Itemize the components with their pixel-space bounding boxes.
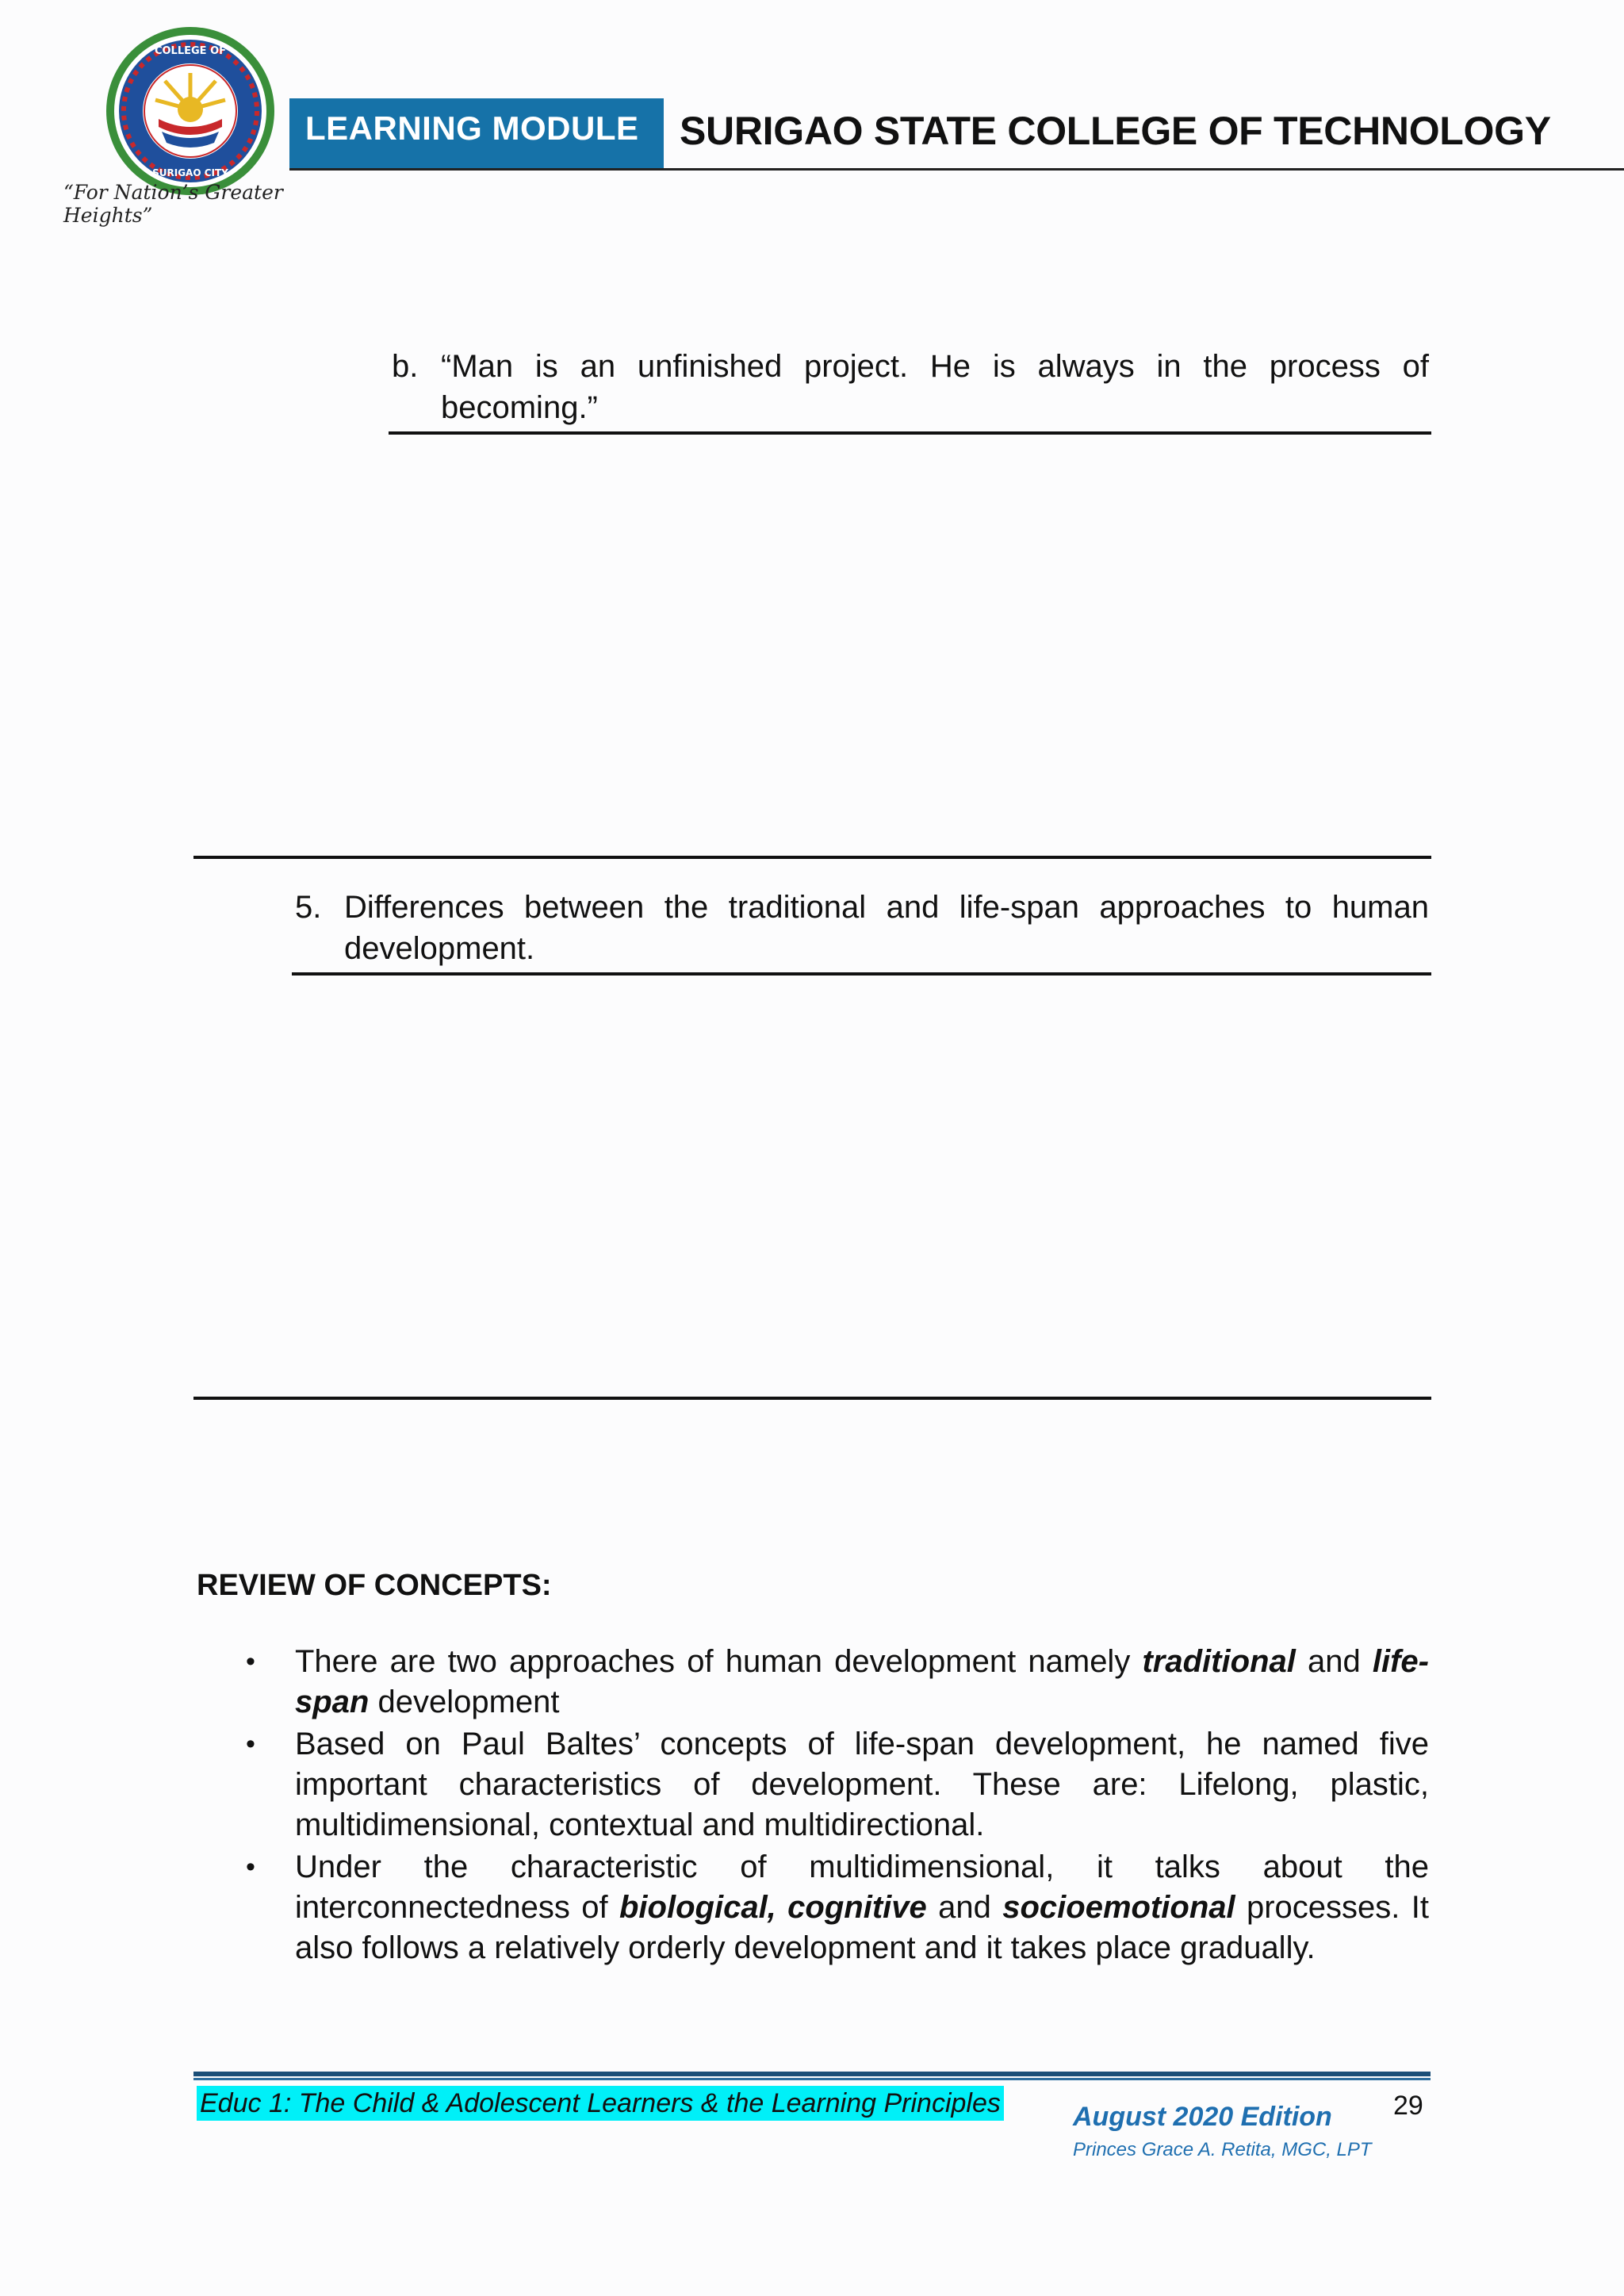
learning-module-label: [289, 98, 664, 168]
footer-course-title: Educ 1: The Child & Adolescent Learners & the Learning Principles: [197, 2086, 1004, 2121]
bullet-text: and: [1295, 1644, 1373, 1679]
review-bullet-item: [246, 1724, 1429, 1846]
review-bullet-item: [246, 1642, 1429, 1723]
question-b-underline: [389, 431, 1431, 435]
question-text: Differences between the traditional and life-span approaches to human development.: [344, 890, 1429, 966]
college-name: SURIGAO STATE COLLEGE OF TECHNOLOGY: [680, 109, 1551, 153]
footer-author: Princes Grace A. Retita, MGC, LPT: [1073, 2139, 1372, 2160]
bullet-text: and: [926, 1890, 1003, 1925]
review-bullet-item: [246, 1847, 1429, 1968]
answer-b-bottom-rule: [193, 856, 1431, 859]
emphasized-term: socioemotional: [1002, 1890, 1235, 1925]
answer-5-bottom-rule: [193, 1397, 1431, 1400]
bullet-text: There are two approaches of human development namely: [295, 1644, 1143, 1679]
bullet-text: Under the characteristic of multidimensional, it talks about the interconnectedness of: [295, 1849, 1429, 1925]
question-item-b: [392, 346, 1429, 428]
header-divider: [289, 168, 1624, 171]
bullet-icon: •: [246, 1852, 255, 1882]
svg-text:COLLEGE OF: COLLEGE OF: [154, 45, 227, 57]
emphasized-term: biological, cognitive: [619, 1890, 927, 1925]
question-text: “Man is an unfinished project. He is always in the process of becoming.”: [441, 349, 1429, 425]
footer-rule-secondary: [193, 2078, 1431, 2080]
page-number: 29: [1393, 2091, 1423, 2121]
learning-module-text: LEARNING MODULE: [305, 109, 639, 147]
college-motto: “For Nation’s Greater Heights”: [63, 181, 283, 227]
bullet-text: processes. It also follows a relatively orderly development and it takes place gradually.: [295, 1890, 1430, 1965]
college-seal-logo: [103, 24, 278, 198]
bullet-text: Based on Paul Baltes’ concepts of life-span development, he named five important characteristics of development. These are: Lifelong, plastic, multidimensional, contextual and multidirectional.: [295, 1727, 1429, 1842]
emphasized-term: traditional: [1142, 1644, 1296, 1679]
question-item-5: [295, 887, 1429, 969]
question-5-underline: [292, 972, 1431, 976]
footer-rule: [193, 2072, 1431, 2076]
svg-text:SURIGAO CITY: SURIGAO CITY: [152, 167, 228, 178]
bullet-icon: •: [246, 1646, 255, 1677]
question-marker: b.: [392, 349, 419, 384]
question-marker: 5.: [295, 890, 322, 925]
emphasized-term: life-span: [295, 1644, 1429, 1719]
review-title: REVIEW OF CONCEPTS:: [197, 1569, 552, 1602]
bullet-text: development: [369, 1685, 560, 1719]
review-bullet-list: [246, 1642, 1429, 1970]
bullet-icon: •: [246, 1729, 255, 1759]
footer-edition: August 2020 Edition: [1073, 2102, 1332, 2132]
